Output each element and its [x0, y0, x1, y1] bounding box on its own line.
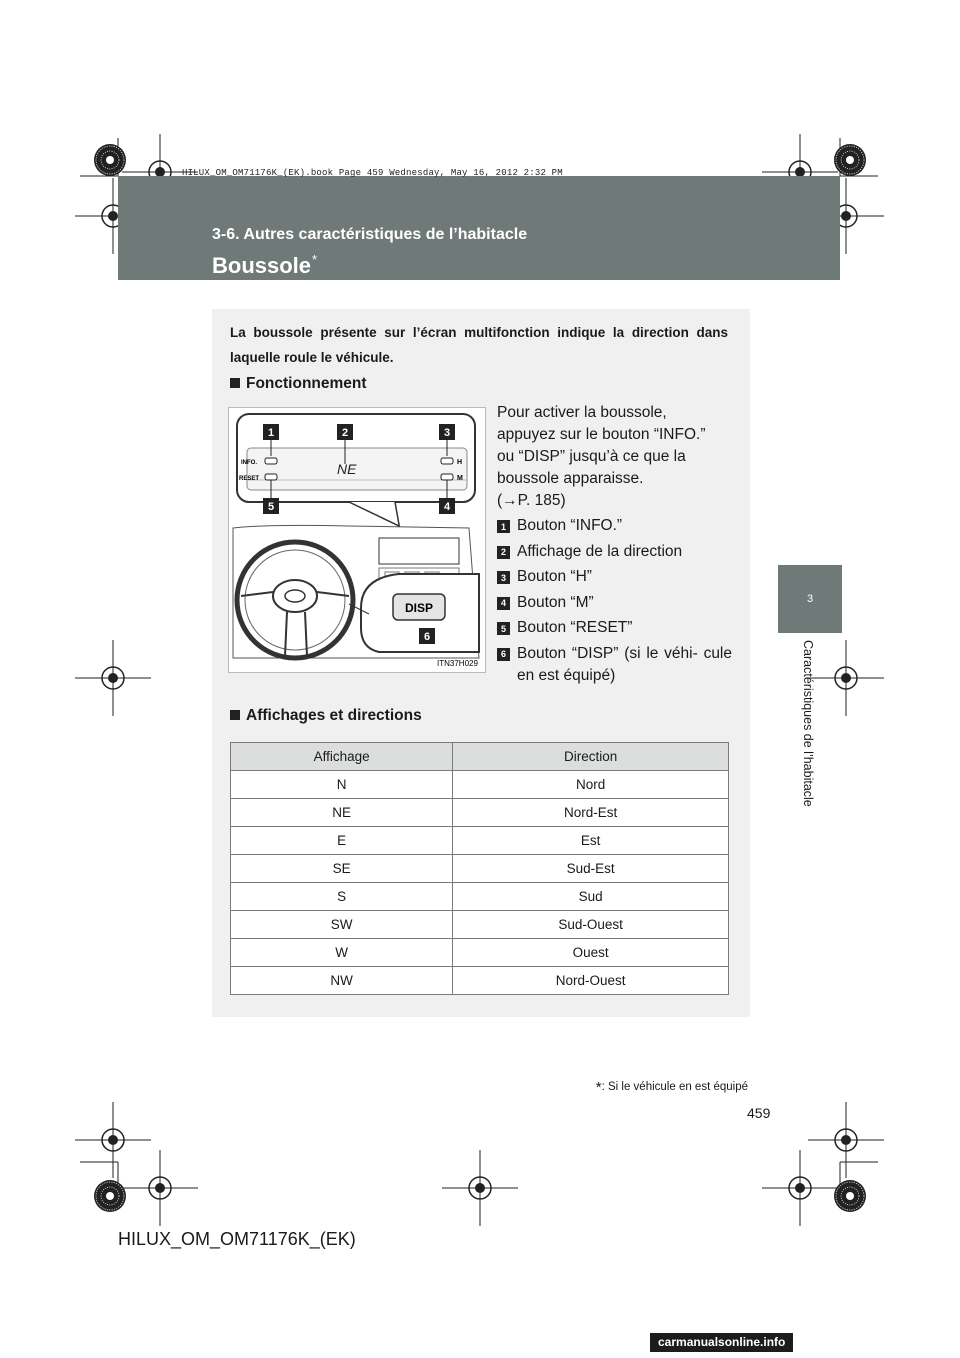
callout-5: 5 [267, 501, 275, 513]
number-badge: 6 [497, 648, 510, 661]
disp-label: DISP [404, 601, 434, 615]
table-cell: SW [231, 911, 453, 939]
column-header-affichage: Affichage [231, 743, 453, 771]
number-badge: 3 [497, 571, 510, 584]
compass-display-text: NE [337, 461, 357, 477]
list-item-text: Bouton “M” [517, 593, 594, 611]
body-line: ou “DISP” jusqu’à ce que la [497, 448, 686, 465]
table-row [231, 967, 729, 995]
number-badge: 5 [497, 622, 510, 635]
callout-2: 2 [341, 427, 349, 439]
reset-label: RESET [239, 476, 260, 482]
chapter-label: Caractéristiques de l’habitacle [801, 640, 815, 807]
page-reference-link[interactable]: (→P. 185) [497, 492, 566, 509]
callout-3: 3 [443, 427, 451, 439]
table-cell: Nord-Ouest [453, 967, 729, 995]
body-line: appuyez sur le bouton “INFO.” [497, 426, 706, 443]
list-item [497, 617, 732, 643]
asterisk-icon: * [595, 1079, 602, 1096]
section-title: 3-6. Autres caractéristiques de l’habitacle [212, 226, 528, 243]
table-cell: S [231, 883, 453, 911]
intro-text: La boussole présente sur l’écran multifonction indique la direction dans laquelle roule le véhicule. [230, 325, 728, 365]
table-cell: Est [453, 827, 729, 855]
callout-6: 6 [423, 631, 431, 643]
chapter-number: 3 [806, 593, 814, 605]
list-item-text: Bouton “H” [517, 568, 592, 585]
fonctionnement-body [497, 402, 727, 512]
subhead-affichages [230, 707, 422, 725]
number-badge: 4 [497, 597, 510, 610]
illustration-code: ITN37H029 [437, 659, 478, 668]
directions-table [230, 742, 729, 995]
list-item [497, 515, 732, 541]
callout-4: 4 [443, 501, 451, 513]
dashboard-illustration [228, 407, 486, 673]
dashboard-drawing [229, 408, 485, 672]
table-cell: Sud-Est [453, 855, 729, 883]
list-item-text: Bouton “INFO.” [517, 517, 623, 534]
table-cell: NE [231, 799, 453, 827]
number-badge: 1 [497, 520, 510, 533]
list-item [497, 643, 732, 687]
list-item [497, 566, 732, 592]
page-heading [212, 252, 317, 279]
subhead-affichages-label: Affichages et directions [246, 707, 422, 724]
table-cell: Sud [453, 883, 729, 911]
m-label: M [457, 475, 463, 482]
table-row [231, 883, 729, 911]
document-code: HILUX_OM_OM71176K_(EK) [118, 1229, 356, 1249]
button-legend [497, 515, 732, 687]
table-row [231, 799, 729, 827]
callout-1: 1 [267, 427, 275, 439]
table-row [231, 939, 729, 967]
body-line: Pour activer la boussole, [497, 404, 667, 421]
list-item [497, 541, 732, 567]
body-line: boussole apparaisse. [497, 470, 644, 487]
footnote [596, 1079, 748, 1096]
square-bullet-icon [230, 710, 240, 720]
page-stamp: HILUX_OM_OM71176K_(EK).book Page 459 Wednesday, May 16, 2012 2:32 PM [182, 168, 563, 178]
page-number: 459 [747, 1105, 771, 1121]
number-badge: 2 [497, 546, 510, 559]
table-row [231, 827, 729, 855]
table-cell: SE [231, 855, 453, 883]
table-cell: Sud-Ouest [453, 911, 729, 939]
chapter-tab[interactable] [778, 565, 842, 633]
list-item-text: Bouton “RESET” [517, 619, 633, 636]
square-bullet-icon [230, 378, 240, 388]
table-header-row [231, 743, 729, 771]
page-heading-text: Boussole [212, 253, 312, 278]
subhead-fonctionnement-label: Fonctionnement [246, 375, 367, 392]
table-cell: Nord-Est [453, 799, 729, 827]
table-row [231, 911, 729, 939]
table-cell: Ouest [453, 939, 729, 967]
table-cell: E [231, 827, 453, 855]
column-header-direction: Direction [453, 743, 729, 771]
list-item [497, 592, 732, 618]
table-row [231, 855, 729, 883]
optional-equipment-mark: * [312, 252, 318, 267]
table-cell: N [231, 771, 453, 799]
subhead-fonctionnement [230, 375, 367, 393]
watermark: carmanualsonline.info [650, 1333, 793, 1352]
h-label: H [457, 459, 463, 466]
info-label: INFO. [241, 460, 257, 466]
list-item-text: Bouton “DISP” (si le véhi- cule en est équipé) [517, 644, 732, 684]
table-cell: W [231, 939, 453, 967]
list-item-text: Affichage de la direction [517, 542, 683, 560]
table-cell: NW [231, 967, 453, 995]
footnote-text: : Si le véhicule en est équipé [601, 1081, 748, 1093]
table-row [231, 771, 729, 799]
table-cell: Nord [453, 771, 729, 799]
